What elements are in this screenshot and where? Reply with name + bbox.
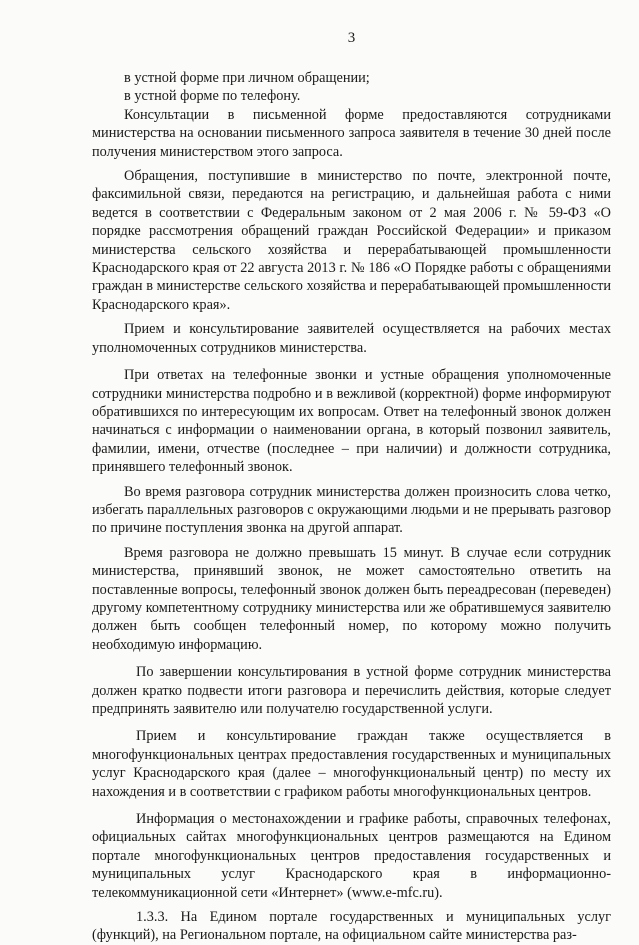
paragraph-7: Во время разговора сотрудник министерства должен произносить слова четко, избегать параллельных разговоров с окружающими людьми и не прерывать разговор по причине поступления звонка на другой аппарат. [92,483,611,537]
paragraph-10: Прием и консультирование граждан также осуществляется в многофункциональных центрах предоставления государственных и муниципальных услуг Краснодарского края (далее – многофункциональный центр) по месту их нахождения и в соответствии с графиком работы многофункциональных центров. [92,728,611,800]
paragraph-3: Консультации в письменной форме предоставляются сотрудниками министерства на основании письменного запроса заявителя в течение 30 дней после получения министерством этого запроса. [92,106,611,160]
paragraph-9: По завершении консультирования в устной форме сотрудник министерства должен кратко подвести итоги разговора и перечислить действия, которые следует предпринять заявителю или получателю государственной услуги. [92,664,611,717]
paragraph-11: Информация о местонахождении и графике работы, справочных телефонах, официальных сайтах многофункциональных центров размещаются на Едином портале многофункциональных центров предоставления государственных и муниципальных услуг Краснодарского края в информационно-телекоммуникационной сети «Интернет» (www.e-mfc.ru). [92,811,611,901]
paragraph-4: Обращения, поступившие в министерство по почте, электронной почте, факсимильной связи, передаются на регистрацию, и дальнейшая работа с ними ведется в соответствии с Федеральным законом от 2 мая 2006 г. № 59-ФЗ «О порядке рассмотрения обращений граждан Российской Федерации» и приказом министерства сельского хозяйства и перерабатывающей промышленности Краснодарского края от 22 августа 2013 г. № 186 «О Порядке работы с обращениями граждан в министерстве сельского хозяйства и перерабатывающей промышленности Краснодарского края». [92,168,611,313]
paragraph-12: 1.3.3. На Едином портале государственных и муниципальных услуг (функций), на Региональном портале, на официальном сайте министерства раз- [92,909,611,944]
page-number: 3 [347,30,356,46]
paragraph-2: в устной форме по телефону. [124,88,301,105]
paragraph-1: в устной форме при личном обращении; [124,70,370,86]
paragraph-6: При ответах на телефонные звонки и устные обращения уполномоченные сотрудники министерства подробно и в вежливой (корректной) форме информируют обратившихся по интересующим их вопросам. Ответ на телефонный звонок должен начинаться с информации о наименовании органа, в который позвонил заявитель, фамилии, имени, отчестве (последнее – при наличии) и должности сотрудника, принявшего телефонный звонок. [92,367,611,476]
paragraph-5: Прием и консультирование заявителей осуществляется на рабочих местах уполномоченных сотрудников министерства. [92,321,611,356]
paragraph-8: Время разговора не должно превышать 15 минут. В случае если сотрудник министерства, принявший звонок, не может самостоятельно ответить на поставленные вопросы, телефонный звонок должен быть переадресован (переведен) другому компетентному сотруднику министерства или же обратившемуся заявителю должен быть сообщен телефонный номер, по которому можно получить необходимую информацию. [92,544,611,653]
document-body [92,69,611,945]
